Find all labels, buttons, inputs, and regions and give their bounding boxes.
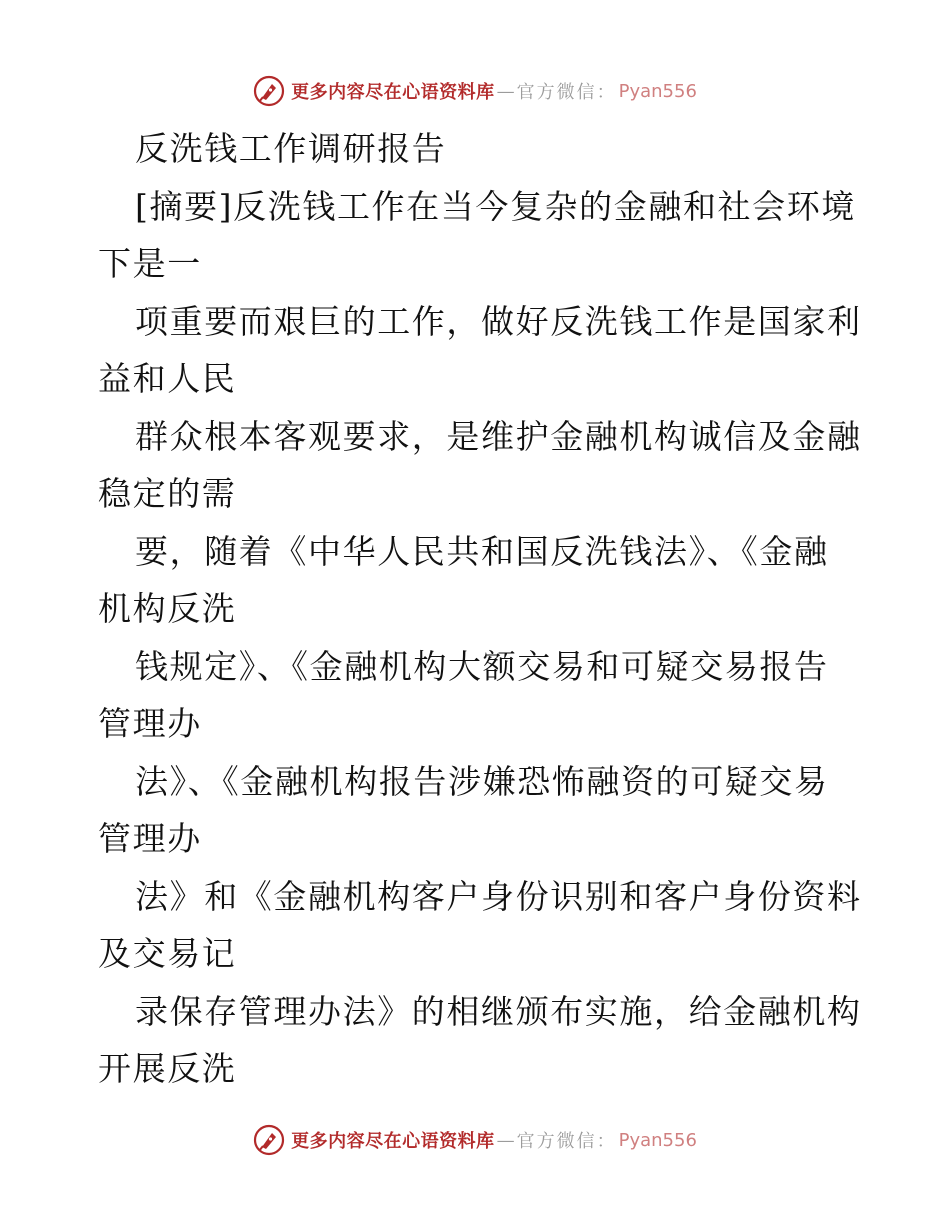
text-line: 录保存管理办法》的相继颁布实施，给金融机构 (135, 991, 862, 1031)
text-line: 要，随着《中华人民共和国反洗钱法》、《金融 (135, 531, 829, 571)
text-line: 及交易记 (98, 934, 237, 973)
text-line: 益和人民 (98, 359, 237, 398)
document-title: 反洗钱工作调研报告 (135, 129, 447, 168)
text-line: 稳定的需 (98, 474, 237, 513)
watermark-official-label: 官方微信 (516, 82, 597, 103)
text-line: 法》、《金融机构报告涉嫌恐怖融资的可疑交易 (135, 761, 829, 801)
pen-nib-logo-icon (253, 75, 285, 107)
text-line: 开展反洗 (98, 1049, 237, 1088)
watermark-colon: ： (596, 1131, 615, 1152)
watermark-dash: — (496, 80, 515, 102)
text-line: 管理办 (98, 704, 202, 743)
text-line: 下是一 (98, 244, 202, 283)
header-watermark (0, 73, 950, 109)
watermark-colon: ： (596, 82, 615, 103)
watermark-wechat-id: Pyan556 (618, 1129, 697, 1151)
watermark-brand: 更多内容尽在心语资料库 (291, 82, 495, 103)
text-line: 钱规定》、《金融机构大额交易和可疑交易报告 (135, 646, 829, 686)
watermark-dash: — (496, 1129, 515, 1151)
text-line: [摘要]反洗钱工作在当今复杂的金融和社会环境 (135, 186, 856, 226)
text-line: 项重要而艰巨的工作，做好反洗钱工作是国家利 (135, 301, 862, 341)
footer-watermark (0, 1122, 950, 1158)
text-line: 机构反洗 (98, 589, 237, 628)
text-line: 管理办 (98, 819, 202, 858)
watermark-brand: 更多内容尽在心语资料库 (291, 1131, 495, 1152)
document-body (98, 120, 862, 1098)
text-line: 群众根本客观要求，是维护金融机构诚信及金融 (135, 416, 862, 456)
text-line: 法》和《金融机构客户身份识别和客户身份资料 (135, 876, 862, 916)
watermark-wechat-id: Pyan556 (618, 80, 697, 102)
pen-nib-logo-icon (253, 1124, 285, 1156)
watermark-official-label: 官方微信 (516, 1131, 597, 1152)
